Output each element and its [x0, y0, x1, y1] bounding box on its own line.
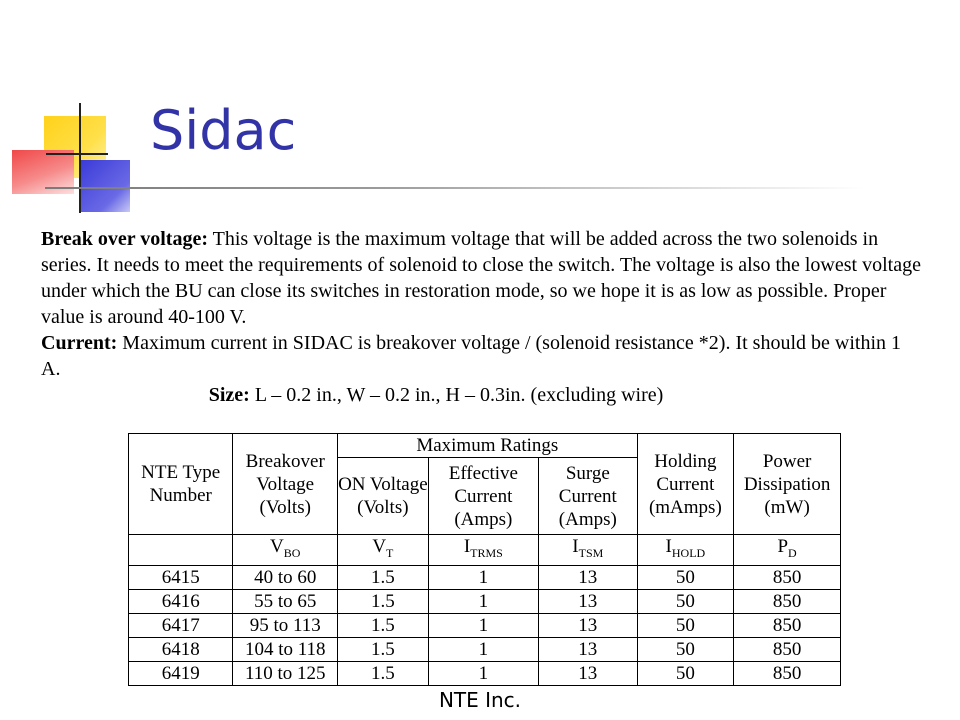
cell-breakover: 55 to 65: [233, 589, 338, 613]
symbol-itsm: [539, 535, 637, 566]
cell-effective: 1: [428, 589, 538, 613]
cell-effective: 1: [428, 613, 538, 637]
symbol-vbo-main: V: [270, 536, 284, 557]
cell-breakover: 110 to 125: [233, 661, 338, 685]
cell-power: 850: [734, 661, 841, 685]
symbol-vt-main: V: [372, 536, 387, 557]
cell-power: 850: [734, 613, 841, 637]
header-on: ON Voltage (Volts): [338, 458, 429, 535]
current-paragraph: [41, 330, 921, 382]
cell-power: 850: [734, 637, 841, 661]
cell-breakover: 95 to 113: [233, 613, 338, 637]
cell-breakover: 104 to 118: [233, 637, 338, 661]
symbol-pd-sub: D: [788, 545, 797, 560]
table-row: [129, 613, 841, 637]
table-header-row: [129, 434, 841, 458]
cell-effective: 1: [428, 565, 538, 589]
cell-effective: 1: [428, 661, 538, 685]
size-label: Size:: [208, 384, 250, 406]
cell-type: 6418: [129, 637, 233, 661]
ratings-table: [128, 433, 841, 686]
symbol-pd: [734, 535, 841, 566]
current-text: Maximum current in SIDAC is breakover voltage / (solenoid resistance *2). It should be within 1 A.: [41, 332, 902, 380]
current-label: Current:: [41, 332, 118, 354]
cell-holding: 50: [637, 637, 734, 661]
table-row: [129, 589, 841, 613]
footer-credit: NTE Inc.: [438, 688, 522, 712]
cell-type: 6419: [129, 661, 233, 685]
symbol-itrms-main: I: [463, 536, 471, 557]
table-row: [129, 565, 841, 589]
cell-breakover: 40 to 60: [233, 565, 338, 589]
header-power: Power Dissipation (mW): [734, 434, 841, 535]
header-type: NTE Type Number: [129, 434, 233, 535]
header-holding: Holding Current (mAmps): [637, 434, 734, 535]
cell-type: 6415: [129, 565, 233, 589]
table-symbol-row: [129, 535, 841, 566]
cell-power: 850: [734, 589, 841, 613]
slide-title: Sidac: [150, 99, 297, 162]
title-divider: [45, 187, 865, 189]
table-row: [129, 637, 841, 661]
cell-effective: 1: [428, 637, 538, 661]
symbol-itsm-main: I: [572, 536, 579, 557]
body-text: [41, 226, 921, 408]
breakover-label: Break over voltage:: [41, 228, 209, 250]
cell-surge: 13: [539, 565, 637, 589]
cell-power: 850: [734, 565, 841, 589]
size-text: L – 0.2 in., W – 0.2 in., H – 0.3in. (excluding wire): [249, 384, 664, 406]
symbol-ihold-main: I: [665, 536, 672, 557]
cell-on: 1.5: [338, 613, 429, 637]
symbol-vt: [338, 535, 429, 566]
cell-holding: 50: [637, 613, 734, 637]
cell-type: 6416: [129, 589, 233, 613]
header-breakover: Breakover Voltage (Volts): [233, 434, 338, 535]
symbol-ihold: [637, 535, 734, 566]
decor-blue-square: [80, 160, 130, 212]
cell-type: 6417: [129, 613, 233, 637]
cell-surge: 13: [539, 589, 637, 613]
cell-on: 1.5: [338, 565, 429, 589]
decor-horizontal-line: [46, 153, 108, 155]
cell-holding: 50: [637, 661, 734, 685]
size-paragraph: [41, 382, 921, 408]
cell-on: 1.5: [338, 637, 429, 661]
symbol-empty: [129, 535, 233, 566]
breakover-text: This voltage is the maximum voltage that will be added across the two solenoids in series. It needs to meet the requirements of solenoid to close the switch. The voltage is also the lowest voltage under which the BU can close its switches in restoration mode, so we hope it is as low as possible. Proper value is around 40-100 V.: [41, 228, 921, 328]
decor-vertical-line: [79, 103, 81, 213]
symbol-vbo: [233, 535, 338, 566]
symbol-itrms-sub: TRMS: [470, 545, 503, 560]
symbol-vt-sub: T: [386, 545, 394, 560]
header-effective: Effective Current (Amps): [428, 458, 538, 535]
cell-on: 1.5: [338, 589, 429, 613]
header-maximum-ratings: Maximum Ratings: [338, 434, 637, 458]
symbol-pd-main: P: [777, 536, 789, 557]
symbol-itrms: [428, 535, 538, 566]
cell-surge: 13: [539, 661, 637, 685]
symbol-ihold-sub: HOLD: [671, 545, 706, 560]
header-surge: Surge Current (Amps): [539, 458, 637, 535]
cell-surge: 13: [539, 637, 637, 661]
cell-holding: 50: [637, 589, 734, 613]
symbol-itsm-sub: TSM: [578, 545, 604, 560]
cell-holding: 50: [637, 565, 734, 589]
table-row: [129, 661, 841, 685]
symbol-vbo-sub: BO: [283, 545, 301, 560]
cell-on: 1.5: [338, 661, 429, 685]
breakover-paragraph: [41, 226, 921, 330]
cell-surge: 13: [539, 613, 637, 637]
